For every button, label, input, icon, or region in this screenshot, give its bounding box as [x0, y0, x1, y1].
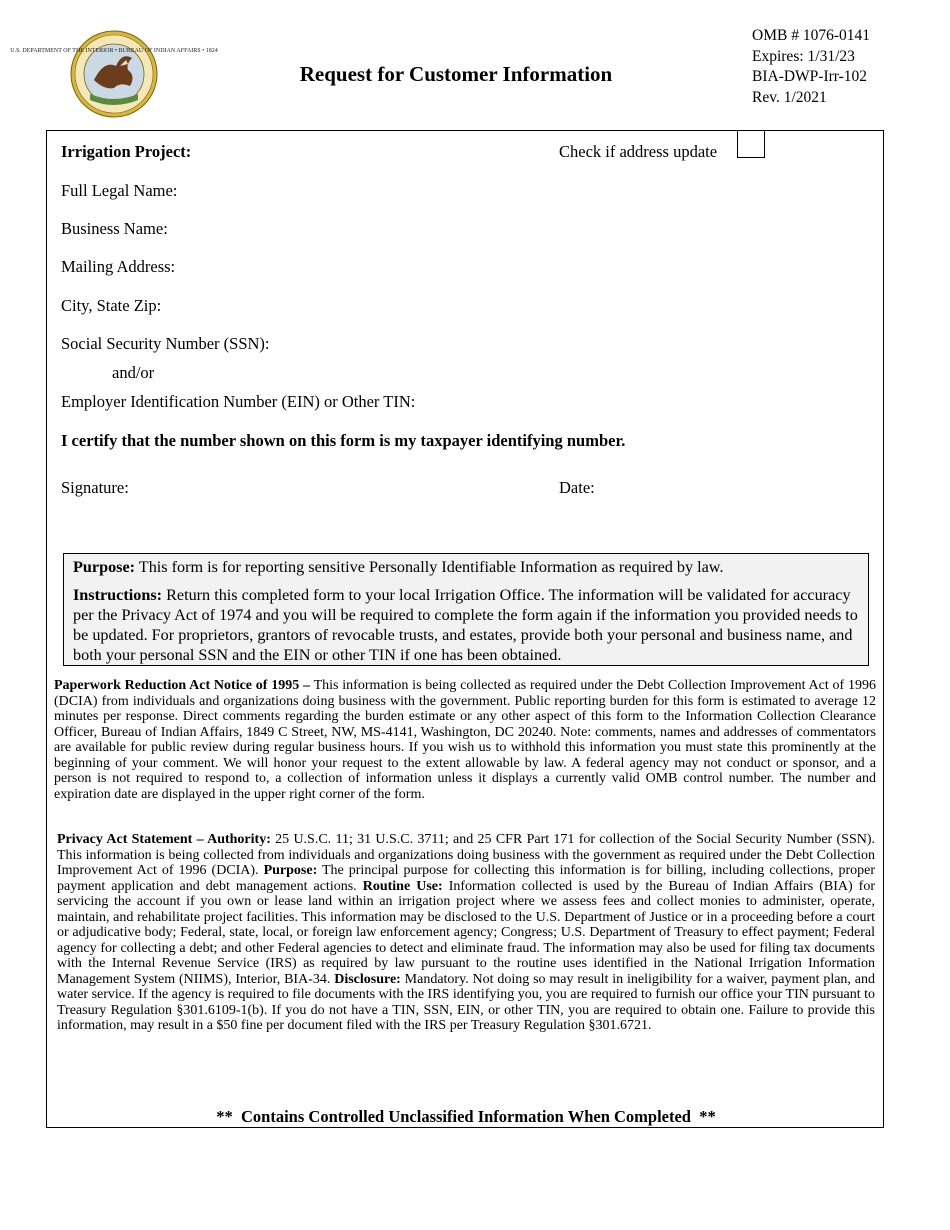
privacy-text-2: The principal purpose for collecting this information is for billing, including collections, proper payment application and debt management actions.	[57, 863, 875, 894]
instructions-text: Return this completed form to your local Irrigation Office. The information will be validated for accuracy per the Privacy Act of 1974 and you will be required to complete the form again if the information you provided needs to be updated. For proprietors, grantors of revocable trusts, and estates, provide both your personal and business name, and both your personal SSN and the EIN or other TIN if one has been obtained.	[73, 586, 858, 664]
mailing-address-label: Mailing Address:	[61, 257, 176, 276]
purpose-label: Purpose:	[73, 558, 136, 576]
signature-label: Signature:	[61, 478, 129, 497]
address-update-label: Check if address update	[559, 142, 718, 161]
address-update-checkbox[interactable]	[737, 130, 765, 158]
form-box	[46, 130, 884, 1128]
seal-year: U.S. DEPARTMENT OF THE INTERIOR • BUREAU OF INDIAN AFFAIRS • 1824	[10, 48, 218, 54]
purpose-text: This form is for reporting sensitive Personally Identifiable Information as required by law.	[135, 558, 724, 576]
form-number: BIA-DWP-Irr-102	[752, 68, 868, 85]
doi-bia-seal	[10, 30, 218, 118]
full-legal-name-label: Full Legal Name:	[61, 181, 178, 200]
omb-info	[752, 26, 870, 108]
instructions-label: Instructions:	[73, 586, 163, 604]
revision: Rev. 1/2021	[752, 88, 827, 106]
ssn-label: Social Security Number (SSN):	[61, 334, 270, 353]
certify-statement: I certify that the number shown on this form is my taxpayer identifying number.	[61, 431, 626, 450]
date-label: Date:	[559, 478, 595, 497]
privacy-label: Privacy Act Statement – Authority:	[57, 832, 271, 847]
and-or-label: and/or	[112, 363, 155, 382]
disclosure-label: Disclosure:	[334, 971, 401, 987]
business-name-label: Business Name:	[61, 219, 168, 238]
privacy-act-statement	[57, 832, 875, 1034]
paperwork-reduction-notice	[54, 678, 876, 802]
purpose-box	[63, 553, 869, 666]
page-title: Request for Customer Information	[299, 62, 613, 86]
paperwork-text: This information is being collected as required under the Debt Collection Improvement Act of 1996 (DCIA) from individuals and organizations doing business with the government. Public reporting burden for this form is estimated to average 12 minutes per response. Direct comments regarding the burden estimate or any other aspect of this form to the Information Collection Clearance Officer, Bureau of Indian Affairs, 1849 C Street, NW, MS-4141, Washington, DC 20240. Note: comments, names and addresses of commentators are available for public review during regular business hours. If you wish us to withhold this information you must state this prominently at the beginning of your comment. We will honor your request to the extent allowable by law. A federal agency may not conduct or sponsor, and a person is not required to respond to, a collection of information unless it displays a currently valid OMB control number. The number and expiration date are displayed in the upper right corner of the form.	[54, 678, 877, 802]
city-state-zip-label: City, State Zip:	[61, 296, 162, 315]
privacy-text-1: 25 U.S.C. 11; 31 U.S.C. 3711; and 25 CFR Part 171 for collection of the Social Security Number (SSN). This information is being collected from individuals and organizations doing business with the government as required under the Debt Collection Improvement Act of 1996 (DCIA).	[57, 832, 876, 878]
omb-expires: Expires: 1/31/23	[752, 47, 855, 65]
privacy-text-4: Mandatory. Not doing so may result in ineligibility for a waiver, payment plan, and water service. If the agency is required to file documents with the IRS identifying you, you are required to furnish our office your TIN pursuant to Treasury Regulation §301.6109-1(b). If you do not have a TIN, SSN, EIN, or other TIN, you are required to obtain one. Failure to provide this information, may result in a $50 fine per document filed with the IRS per Treasury Regulation §301.6721.	[57, 971, 875, 1033]
privacy-purpose-label: Purpose:	[263, 863, 318, 878]
omb-number: OMB # 1076-0141	[752, 27, 870, 44]
irrigation-project-label: Irrigation Project:	[61, 142, 192, 161]
cui-footer: ** Contains Controlled Unclassified Information When Completed **	[216, 1107, 716, 1126]
instructions-paragraph	[73, 585, 859, 665]
ein-label: Employer Identification Number (EIN) or Other TIN:	[61, 392, 416, 411]
paperwork-label: Paperwork Reduction Act Notice of 1995 –	[54, 678, 311, 693]
privacy-text-3: Information collected is used by the Bureau of Indian Affairs (BIA) for servicing the account if you own or lease land within an irrigation project where we assess fees and collect monies to administer, operate, maintain, and rehabilitate project facilities. This information may be disclosed to the U.S. Department of Justice or in a proceeding before a court or adjudicative body; Federal, state, local, or foreign law enforcement agency; Congress; U.S. Department of Treasury to effect payment; Federal agency for collecting a debt; and other Federal agencies to detect and eliminate fraud. The information may also be used for filing tax documents with the Internal Revenue Service (IRS) as required by law pursuant to the routine uses identified in the National Irrigation Information Management System (NIIMS), Interior, BIA-34.	[57, 878, 876, 987]
purpose-paragraph	[73, 557, 859, 577]
routine-use-label: Routine Use:	[362, 878, 443, 894]
